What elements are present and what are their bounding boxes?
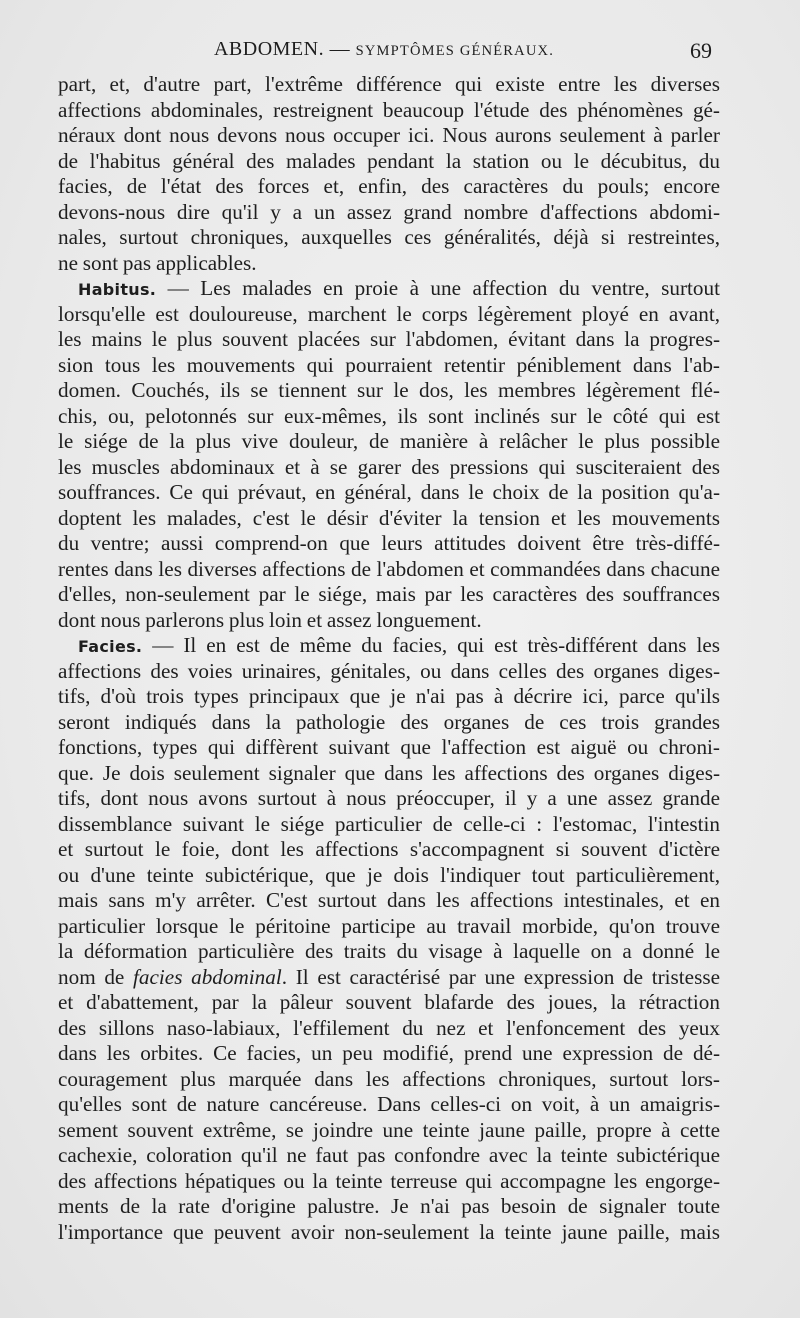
text-line	[58, 531, 720, 557]
text-line	[58, 812, 720, 838]
text-line	[58, 123, 720, 149]
line-text: domen. Couchés, ils se tiennent sur le dos, les membres légèrement flé-	[58, 378, 720, 402]
text-line	[58, 1194, 720, 1220]
line-text: des affections hépatiques ou la teinte terreuse qui accompagne les engorge-	[58, 1168, 720, 1193]
running-head-separator: —	[324, 38, 356, 60]
line-text: et d'abattement, par la pâleur souvent blafarde des joues, la rétraction	[58, 990, 720, 1014]
line-text: facies, de l'état des forces et, enfin, des caractères du pouls; encore	[58, 174, 720, 198]
line-text: chis, ou, pelotonnés sur eux-mêmes, ils sont inclinés sur le côté qui est	[58, 403, 720, 428]
line-text: nom de	[58, 964, 134, 989]
text-line	[58, 480, 720, 506]
line-text: — Les malades en proie à une affection du ventre, surtout	[156, 276, 720, 300]
line-text: affections des voies urinaires, génitales, ou dans celles des organes diges-	[58, 658, 720, 683]
text-line	[58, 735, 720, 761]
text-line	[58, 98, 720, 124]
text-line	[58, 1118, 720, 1144]
line-text: sement souvent extrême, se joindre une teinte jaune paille, propre à cette	[58, 1117, 720, 1142]
line-text: doptent les malades, c'est le désir d'éviter la tension et les mouvements	[58, 505, 720, 530]
text-line	[58, 174, 720, 200]
text-line	[58, 633, 720, 659]
text-line	[58, 455, 720, 481]
line-text: affections abdominales, restreignent beaucoup l'étude des phénomènes gé-	[58, 97, 720, 122]
text-line	[58, 72, 720, 98]
text-line	[58, 837, 720, 863]
line-text: devons-nous dire qu'il y a un assez grand nombre d'affections abdomi-	[58, 199, 720, 224]
text-line	[58, 608, 720, 634]
section-heading: Habitus.	[78, 280, 157, 299]
text-line	[58, 965, 720, 991]
text-line	[58, 506, 720, 532]
text-line	[58, 1220, 720, 1246]
line-text: qu'elles sont de nature cancéreuse. Dans celles-ci on voit, à un amaigris-	[58, 1092, 720, 1116]
text-line	[58, 149, 720, 175]
text-line	[58, 353, 720, 379]
text-line	[58, 200, 720, 226]
text-line	[58, 557, 720, 583]
text-line	[58, 1041, 720, 1067]
text-line	[58, 863, 720, 889]
section-heading: Facies.	[78, 637, 143, 656]
running-head-main: ABDOMEN.	[213, 38, 325, 60]
text-line	[58, 990, 720, 1016]
line-text: — Il en est de même du facies, qui est très-différent dans les	[142, 633, 720, 657]
line-text: du ventre; aussi comprend-on que leurs attitudes doivent être très-diffé-	[58, 531, 720, 555]
line-text: dont nous parlerons plus loin et assez longuement.	[58, 607, 482, 632]
line-text: cachexie, coloration qu'il ne faut pas confondre avec la teinte subictérique	[58, 1143, 720, 1167]
line-text: ne sont pas applicables.	[58, 250, 257, 275]
line-text: l'importance que peuvent avoir non-seulement la teinte jaune paille, mais	[58, 1219, 720, 1244]
page-header	[58, 38, 710, 68]
line-text: les muscles abdominaux et à se garer des pressions qui susciteraient des	[58, 454, 720, 479]
line-text: dissemblance suivant le siége particulier de celle-ci : l'estomac, l'intestin	[58, 811, 720, 836]
line-text: nales, surtout chroniques, auxquelles ces généralités, déjà si restreintes,	[58, 225, 720, 249]
text-line	[58, 1016, 720, 1042]
text-line	[58, 302, 720, 328]
text-line	[58, 429, 720, 455]
line-text: sion tous les mouvements qui pourraient retentir péniblement dans l'ab-	[58, 352, 720, 377]
text-line	[58, 939, 720, 965]
text-line	[58, 404, 720, 430]
text-line	[58, 378, 720, 404]
line-text: et surtout le foie, dont les affections s'accompagnent si souvent d'ictère	[58, 837, 720, 861]
line-text: tifs, dont nous avons surtout à nous préoccuper, il y a une assez grande	[58, 786, 720, 810]
body-text	[58, 72, 720, 1245]
text-line	[58, 327, 720, 353]
text-line	[58, 684, 720, 710]
line-text: souffrances. Ce qui prévaut, en général, dans le choix de la position qu'a-	[58, 480, 720, 504]
text-line	[58, 710, 720, 736]
line-text: le siége de la plus vive douleur, de manière à relâcher le plus possible	[58, 429, 720, 453]
text-line	[58, 1143, 720, 1169]
line-text: néraux dont nous devons nous occuper ici. Nous aurons seulement à parler	[58, 123, 720, 147]
text-line	[58, 786, 720, 812]
running-head	[58, 38, 710, 61]
text-line	[58, 251, 720, 277]
line-text: mais sans m'y arrêter. C'est surtout dans les affections intestinales, et en	[58, 888, 720, 912]
text-line	[58, 659, 720, 685]
line-text: de l'habitus général des malades pendant la station ou le décubitus, du	[58, 148, 720, 173]
text-line	[58, 1169, 720, 1195]
text-line	[58, 1092, 720, 1118]
text-line	[58, 225, 720, 251]
line-text: ments de la rate d'origine palustre. Je n'ai pas besoin de signaler toute	[58, 1194, 720, 1218]
running-head-subtitle: SYMPTÔMES GÉNÉRAUX.	[355, 43, 555, 59]
line-text: les mains le plus souvent placées sur l'abdomen, évitant dans la progres-	[58, 327, 720, 351]
line-text: particulier lorsque le péritoine participe au travail morbide, qu'on trouve	[58, 913, 720, 938]
line-text: seront indiqués dans la pathologie des organes de ces trois grandes	[58, 709, 720, 734]
page-number: 69	[690, 38, 712, 63]
line-text: tifs, d'où trois types principaux que je n'ai pas à décrire ici, parce qu'ils	[58, 684, 720, 708]
line-text: lorsqu'elle est douloureuse, marchent le corps légèrement ployé en avant,	[58, 301, 720, 326]
text-line	[58, 582, 720, 608]
line-text: d'elles, non-seulement par le siége, mais par les caractères des souffrances	[58, 582, 720, 606]
line-text: la déformation particulière des traits du visage à laquelle on a donné le	[58, 939, 720, 963]
line-text: ou d'une teinte subictérique, que je dois l'indiquer tout particulièrement,	[58, 862, 720, 887]
text-line	[58, 888, 720, 914]
line-text: fonctions, types qui diffèrent suivant que l'affection est aiguë ou chroni-	[58, 735, 720, 759]
line-text: des sillons naso-labiaux, l'effilement du nez et l'enfoncement des yeux	[58, 1015, 720, 1040]
line-text: que. Je dois seulement signaler que dans les affections des organes diges-	[58, 760, 720, 785]
text-line	[58, 276, 720, 302]
text-line	[58, 1067, 720, 1093]
text-line	[58, 761, 720, 787]
italic-term: facies abdominal	[133, 964, 282, 989]
line-text-continued: . Il est caractérisé par une expression de tristesse	[281, 964, 720, 989]
text-line	[58, 914, 720, 940]
line-text: couragement plus marquée dans les affections chroniques, surtout lors-	[58, 1066, 720, 1091]
line-text: rentes dans les diverses affections de l'abdomen et commandées dans chacune	[58, 556, 720, 581]
line-text: dans les orbites. Ce facies, un peu modifié, prend une expression de dé-	[58, 1041, 720, 1065]
line-text: part, et, d'autre part, l'extrême différence qui existe entre les diverses	[58, 72, 720, 96]
